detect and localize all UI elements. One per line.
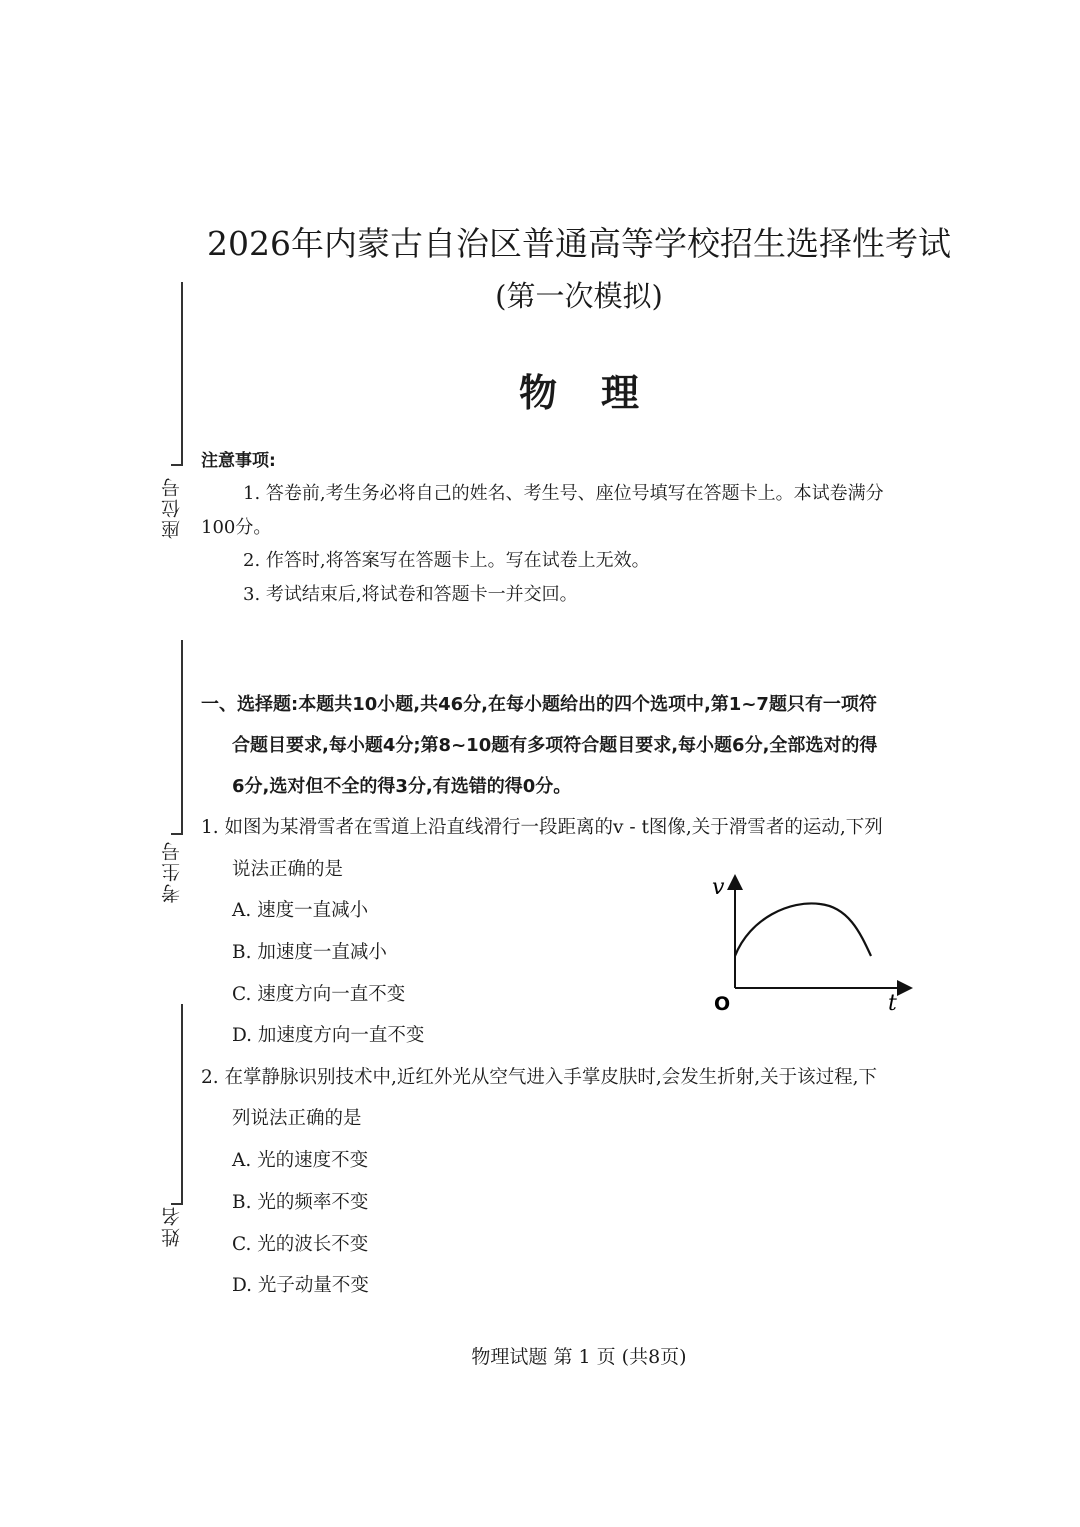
section-line: 合题目要求,每小题4分;第8~10题有多项符合题目要求,每小题6分,全部选对的得 xyxy=(232,735,878,756)
note-item: 2. 作答时,将答案写在答题卡上。写在试卷上无效。 xyxy=(243,550,650,571)
note-item: 3. 考试结束后,将试卷和答题卡一并交回。 xyxy=(243,584,578,605)
question-1-option-c: C. 速度方向一直不变 xyxy=(232,984,406,1005)
question-1-option-a: A. 速度一直减小 xyxy=(232,900,369,921)
page-footer: 物理试题 第 1 页 (共8页) xyxy=(471,1346,687,1368)
question-2-option-b: B. 光的频率不变 xyxy=(232,1192,369,1213)
exam-number-label: 考生号 xyxy=(161,840,183,903)
vt-graph xyxy=(700,870,920,1020)
question-2-option-d: D. 光子动量不变 xyxy=(232,1275,369,1296)
binding-tick-exam xyxy=(171,833,183,835)
question-2-stem: 列说法正确的是 xyxy=(232,1108,362,1129)
subject-char: 物 xyxy=(518,371,557,415)
subject-title xyxy=(0,362,1080,417)
v-axis-label: v xyxy=(712,875,725,900)
section-line: 一、选择题:本题共10小题,共46分,在每小题给出的四个选项中,第1~7题只有一项符 xyxy=(201,694,877,715)
subject-char: 理 xyxy=(601,371,640,415)
name-label: 姓名 xyxy=(161,1205,183,1247)
origin-label: O xyxy=(714,993,731,1015)
t-axis-label: t xyxy=(888,991,897,1016)
question-2-stem: 2. 在掌静脉识别技术中,近红外光从空气进入手掌皮肤时,会发生折射,关于该过程,下 xyxy=(201,1067,878,1088)
question-2-option-c: C. 光的波长不变 xyxy=(232,1234,369,1255)
question-1-stem: 1. 如图为某滑雪者在雪道上沿直线滑行一段距离的v - t图像,关于滑雪者的运动,下列 xyxy=(201,817,883,838)
exam-title: 2026年内蒙古自治区普通高等学校招生选择性考试 xyxy=(207,224,951,263)
seat-number-label: 座位号 xyxy=(161,476,183,539)
note-item: 100分。 xyxy=(201,517,272,538)
question-2-option-a: A. 光的速度不变 xyxy=(232,1150,369,1171)
binding-tick-seat xyxy=(171,464,183,466)
section-heading xyxy=(201,684,961,807)
note-item: 1. 答卷前,考生务必将自己的姓名、考生号、座位号填写在答题卡上。本试卷满分 xyxy=(243,483,884,504)
notes-heading: 注意事项: xyxy=(201,451,276,471)
question-1-stem: 说法正确的是 xyxy=(232,859,344,880)
question-1-option-b: B. 加速度一直减小 xyxy=(232,942,387,963)
binding-line-exam xyxy=(181,640,183,834)
exam-subtitle: (第一次模拟) xyxy=(495,279,663,313)
binding-line-name xyxy=(181,1004,183,1204)
question-1-option-d: D. 加速度方向一直不变 xyxy=(232,1025,425,1046)
section-line: 6分,选对但不全的得3分,有选错的得0分。 xyxy=(232,776,572,797)
velocity-curve xyxy=(735,903,871,956)
